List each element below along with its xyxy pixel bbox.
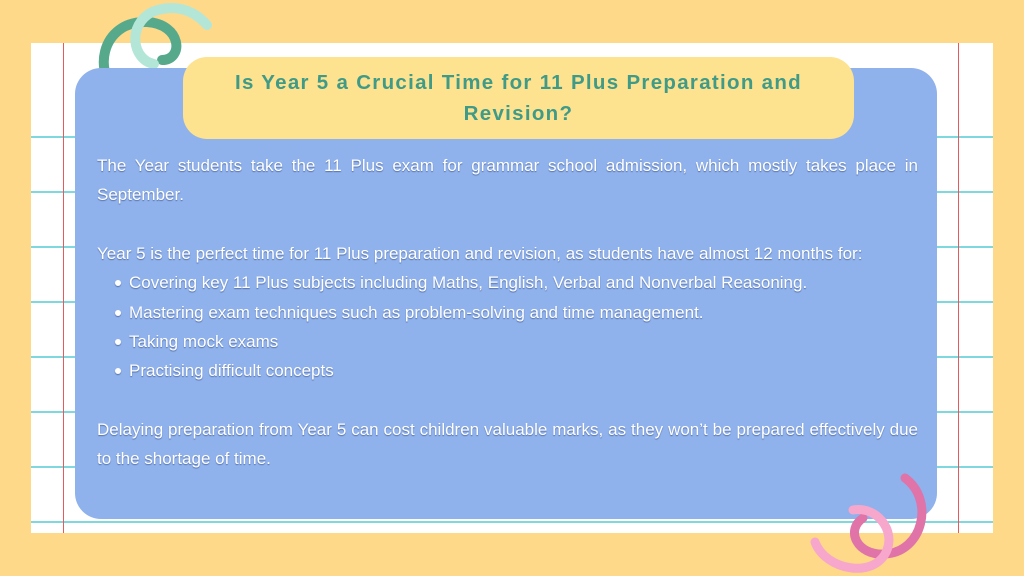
list-item: Taking mock exams (129, 327, 918, 356)
paragraph-spacer (97, 210, 918, 239)
page-title: Is Year 5 a Crucial Time for 11 Plus Preparation and Revision? (234, 71, 803, 125)
card-body (97, 151, 918, 474)
conclusion-paragraph: Delaying preparation from Year 5 can cost children valuable marks, as they won’t be prepared effectively due to the shortage of time. (97, 419, 918, 469)
list-item: Practising difficult concepts (129, 356, 918, 385)
preparation-list (97, 268, 918, 386)
paper-margin-line-right (958, 43, 959, 533)
paper-margin-line-left (63, 43, 64, 533)
title-banner (183, 57, 854, 139)
list-item: Mastering exam techniques such as problem-solving and time management. (129, 298, 918, 327)
list-item: Covering key 11 Plus subjects including Maths, English, Verbal and Nonverbal Reasoning. (129, 268, 918, 297)
year5-paragraph: Year 5 is the perfect time for 11 Plus preparation and revision, as students have almost 12 months for: (97, 243, 863, 263)
bottom-ribbon-swirl-icon (805, 470, 935, 576)
paragraph-spacer (97, 386, 918, 415)
intro-paragraph: The Year students take the 11 Plus exam for grammar school admission, which mostly takes place in September. (97, 156, 918, 205)
